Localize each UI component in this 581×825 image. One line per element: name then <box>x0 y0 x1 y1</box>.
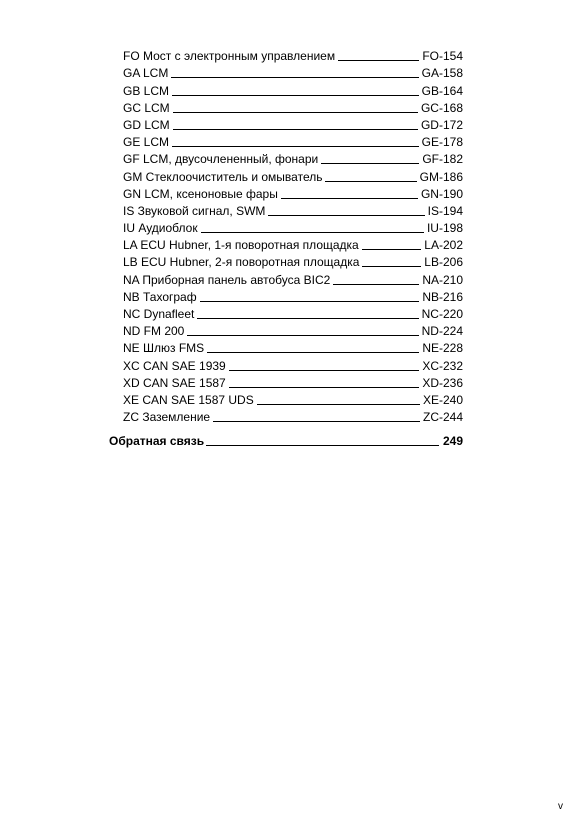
toc-entry-ne <box>123 338 463 355</box>
toc-leader-line <box>325 181 416 182</box>
toc-entry-ga <box>123 63 463 80</box>
toc-leader-line <box>187 335 418 336</box>
toc-entry-label: GC LCM <box>123 100 170 115</box>
toc-entry-label: XE CAN SAE 1587 UDS <box>123 392 254 407</box>
toc-entry-page: GA-158 <box>421 66 463 81</box>
toc-main-label: Обратная связь <box>109 434 205 448</box>
toc-entry-gd <box>123 115 463 132</box>
toc-leader-line <box>173 112 418 113</box>
toc-entry-label: NA Приборная панель автобуса BIC2 <box>123 272 331 287</box>
toc-entry-nb <box>123 287 463 304</box>
toc-leader-line <box>197 318 418 319</box>
toc-leader-line <box>281 198 418 199</box>
toc-leader-line <box>257 404 420 405</box>
toc-entry-label: XC CAN SAE 1939 <box>123 358 226 373</box>
toc-entry-gb <box>123 80 463 97</box>
toc-leader-line <box>229 370 420 371</box>
toc-leader-line <box>172 146 419 147</box>
toc-leader-line <box>229 387 420 388</box>
toc-entry-label: ND FM 200 <box>123 324 185 339</box>
toc-leader-line <box>333 284 419 285</box>
toc-entry-page: GD-172 <box>420 117 463 132</box>
toc-entry-zc <box>123 407 463 424</box>
toc-entry-page: GE-178 <box>421 135 463 150</box>
toc-leader-line <box>173 129 418 130</box>
toc-entry-fo <box>123 46 463 63</box>
toc-entry-label: NE Шлюз FMS <box>123 341 205 356</box>
toc-entry-page: FO-154 <box>422 49 463 64</box>
toc-leader-line <box>206 445 439 446</box>
toc-entry-label: LB ECU Hubner, 2-я поворотная площадка <box>123 255 360 270</box>
toc-entry-nd <box>123 321 463 338</box>
toc-entry-label: IS Звуковой сигнал, SWM <box>123 203 266 218</box>
toc-entry-iu <box>123 218 463 235</box>
toc-entry-label: GN LCM, ксеноновые фары <box>123 186 278 201</box>
toc-leader-line <box>362 266 421 267</box>
toc-entry-label: NB Тахограф <box>123 289 197 304</box>
toc-entry-page: GM-186 <box>419 169 463 184</box>
toc-entry-page: GN-190 <box>420 186 463 201</box>
toc-entry-na <box>123 269 463 286</box>
toc-entry-page: NC-220 <box>421 307 463 321</box>
toc-leader-line <box>172 95 419 96</box>
toc-entry-label: IU Аудиоблок <box>123 221 198 236</box>
toc-entry-nc <box>123 304 463 321</box>
toc-entry-la <box>123 235 463 252</box>
toc-entry-page: LA-202 <box>424 238 463 253</box>
toc-leader-line <box>207 352 419 353</box>
toc-entry-label: XD CAN SAE 1587 <box>123 375 226 390</box>
toc-entry-xd <box>123 373 463 390</box>
toc-leader-line <box>213 421 420 422</box>
toc-entry-gn <box>123 184 463 201</box>
toc-leader-line <box>200 301 420 302</box>
toc-entry-label: NC Dynafleet <box>123 307 195 321</box>
toc-entry-page: IU-198 <box>426 221 463 236</box>
toc-entry-gm <box>123 166 463 183</box>
toc-entry-label: GE LCM <box>123 135 170 150</box>
toc-entry-page: NA-210 <box>422 272 463 287</box>
toc-entry-label: LA ECU Hubner, 1-я поворотная площадка <box>123 238 359 253</box>
toc-entry-ge <box>123 132 463 149</box>
toc-entry-page: XD-236 <box>422 375 463 390</box>
toc-entry-label: GD LCM <box>123 117 170 132</box>
toc-entry-gf <box>123 149 463 166</box>
toc-leader-line <box>338 60 419 61</box>
toc-entry-gc <box>123 98 463 115</box>
toc-entry-is <box>123 201 463 218</box>
toc-entry-page: GB-164 <box>421 83 463 98</box>
toc-entry-label: GB LCM <box>123 83 170 98</box>
toc-entry-page: ZC-244 <box>422 410 463 425</box>
toc-main-page: 249 <box>442 434 463 448</box>
toc-entry-page: GC-168 <box>420 100 463 115</box>
toc-entry-label: GA LCM <box>123 66 169 81</box>
toc-leader-line <box>201 232 424 233</box>
toc-entry-page: NB-216 <box>422 289 463 304</box>
page-number: v <box>558 801 563 812</box>
toc-entry-xc <box>123 355 463 372</box>
toc-leader-line <box>362 249 422 250</box>
toc-entry-lb <box>123 252 463 269</box>
toc-entry-page: XE-240 <box>422 392 463 407</box>
toc-entry-label: ZC Заземление <box>123 410 211 425</box>
toc-entry-page: NE-228 <box>422 341 463 356</box>
toc-entry-feedback <box>109 434 463 448</box>
toc-entry-page: IS-194 <box>427 203 463 218</box>
toc-entry-page: ND-224 <box>421 324 463 339</box>
toc-entry-page: XC-232 <box>422 358 463 373</box>
toc-entry-label: GF LCM, двусочлененный, фонари <box>123 152 319 167</box>
toc-entry-label: FO Мост с электронным управлением <box>123 49 336 64</box>
toc-leader-line <box>268 215 424 216</box>
toc-leader-line <box>321 163 419 164</box>
toc-leader-line <box>171 77 418 78</box>
toc-entry-xe <box>123 390 463 407</box>
toc-entry-page: GF-182 <box>422 152 463 167</box>
toc-list <box>123 46 463 424</box>
toc-entry-label: GM Стеклоочиститель и омыватель <box>123 169 323 184</box>
toc-entry-page: LB-206 <box>424 255 463 270</box>
